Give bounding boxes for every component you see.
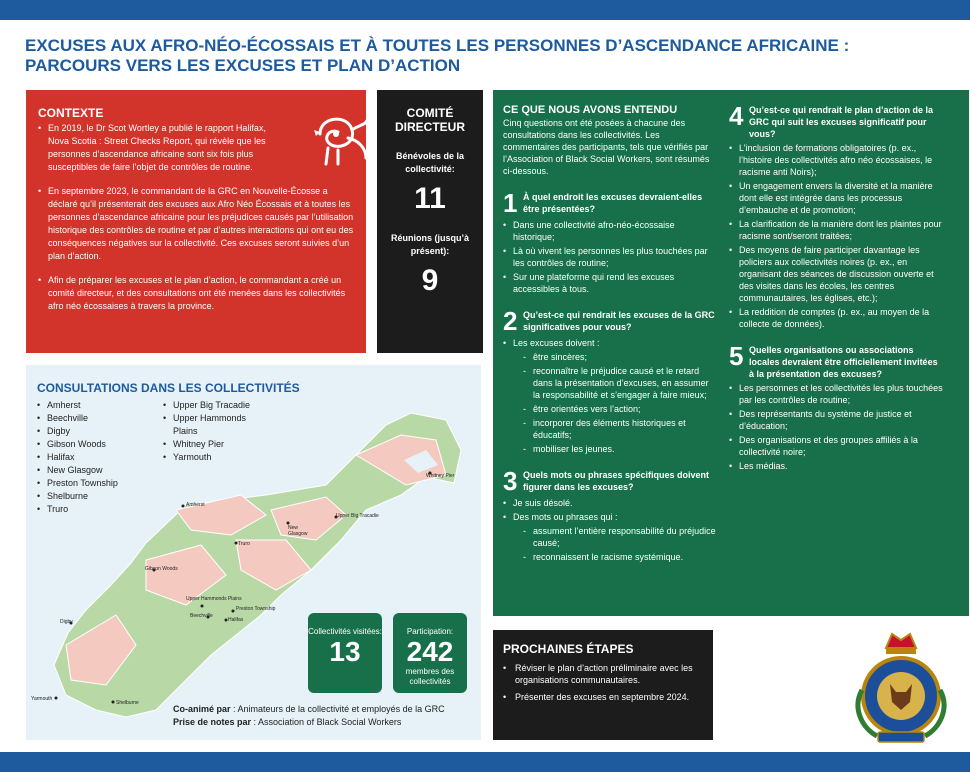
meetings-value: 9 bbox=[421, 264, 439, 297]
question-number: 1 bbox=[503, 188, 518, 218]
answer-item: • Un engagement envers la diversité et la manière dont elle est intégrée dans les processus d’embauche et de promotion; bbox=[729, 180, 944, 216]
consultations-heading: CONSULTATIONS DANS LES COLLECTIVITÉS bbox=[37, 381, 300, 395]
community-item: • Shelburne bbox=[37, 490, 118, 503]
context-item: • En 2019, le Dr Scot Wortley a publié le rapport Halifax, Nova Scotia : Street Checks Report, qui révèle que les personnes d’ascendance africaine sont six fois plus susceptibles de faire l’objet de contrôles de routine. bbox=[38, 122, 278, 174]
communities-list-2 bbox=[163, 399, 273, 464]
title-line-1: EXCUSES AUX AFRO-NÉO-ÉCOSSAIS ET À TOUTES LES PERSONNES D’ASCENDANCE AFRICAINE : bbox=[25, 36, 850, 55]
question-number: 5 bbox=[729, 341, 744, 371]
question-number: 3 bbox=[503, 466, 518, 496]
question-text: Qu’est-ce qui rendrait le plan d’action de la GRC qui suit les excuses significatif pour vous? bbox=[749, 105, 934, 139]
visited-badge bbox=[308, 613, 382, 693]
visited-value: 13 bbox=[329, 636, 361, 667]
sankofa-bird-icon bbox=[308, 104, 374, 170]
question-4 bbox=[729, 101, 944, 330]
heard-heading: CE QUE NOUS AVONS ENTENDU bbox=[503, 104, 678, 116]
answer-subitem: - reconnaissent le racisme systémique. bbox=[503, 551, 718, 563]
heard-intro: Cinq questions ont été posées à chacune des consultations dans les collectivités. Les commentaires des participants, tels que vérifiés par l’Association of Black Social Workers, sont résumés ci-dessous. bbox=[503, 118, 710, 176]
volunteers-label: Bénévoles de la collectivité: bbox=[395, 151, 465, 174]
answer-subitem: - incorporer des éléments historiques et éducatifs; bbox=[503, 417, 718, 441]
map-label-yarmouth: Yarmouth bbox=[31, 696, 53, 702]
answer-item: • Des mots ou phrases qui : bbox=[503, 511, 718, 523]
context-list bbox=[38, 122, 354, 313]
community-item: • Gibson Woods bbox=[37, 438, 118, 451]
context-heading: CONTEXTE bbox=[38, 106, 104, 120]
map-label-halifax: Halifax bbox=[228, 617, 244, 623]
community-item: • Beechville bbox=[37, 412, 118, 425]
map-label-new-glasgow: New Glasgow bbox=[288, 525, 308, 537]
heard-column-right bbox=[729, 101, 944, 472]
community-item: • Halifax bbox=[37, 451, 118, 464]
consultations-panel bbox=[26, 365, 481, 740]
community-item: • Digby bbox=[37, 425, 118, 438]
answer-subitem: - assument l’entière responsabilité du préjudice causé; bbox=[503, 525, 718, 549]
answer-item: • Les médias. bbox=[729, 460, 944, 472]
context-item: • Afin de préparer les excuses et le plan d’action, le commandant a créé un comité directeur, et des consultations ont été menées dans les collectivités afro néo écossaises à travers la province. bbox=[38, 274, 354, 313]
answer-subitem: - être sincères; bbox=[503, 351, 718, 363]
answer-item: • L’inclusion de formations obligatoires (p. ex., l’histoire des collectivités afro néo écossaises, le racisme anti Noirs); bbox=[729, 142, 944, 178]
meetings-label: Réunions (jusqu’à présent): bbox=[390, 233, 469, 256]
top-band bbox=[0, 0, 970, 20]
map-label-digby: Digby bbox=[60, 619, 73, 625]
answer-subitem: - reconnaître le préjudice causé et le retard dans la présentation d’excuses, en assumer la responsabilité et s’engager à faire mieux; bbox=[503, 365, 718, 401]
answer-item: • Des moyens de faire participer davantage les policiers aux collectivités noires (p. ex., en organisant des séances de discussion ouverte et des visites dans les écoles, les centres communautaires, les églises, etc.); bbox=[729, 244, 944, 304]
question-text: À quel endroit les excuses devraient-elles être présentées? bbox=[523, 192, 703, 214]
map-label-preston: Preston Township bbox=[236, 606, 276, 612]
map-label-upper-big-tracadie: Upper Big Tracadie bbox=[336, 513, 379, 519]
map-label-beechville: Beechville bbox=[190, 613, 213, 619]
map-label-truro: Truro bbox=[238, 541, 250, 547]
answer-item: • Là où vivent les personnes les plus touchées par les contrôles de routine; bbox=[503, 245, 718, 269]
answer-item: • Des organisations et des groupes affiliés à la collectivité noire; bbox=[729, 434, 944, 458]
title-line-2: PARCOURS VERS LES EXCUSES ET PLAN D’ACTION bbox=[25, 56, 461, 75]
answer-item: • Des représentants du système de justice et d’éducation; bbox=[729, 408, 944, 432]
question-3 bbox=[503, 466, 718, 563]
question-1 bbox=[503, 188, 718, 295]
answer-item: • La clarification de la manière dont les plaintes pour racisme sont/seront traitées; bbox=[729, 218, 944, 242]
next-step-item: • Réviser le plan d’action préliminaire avec les organisations communautaires. bbox=[503, 662, 703, 686]
community-item: • Amherst bbox=[37, 399, 118, 412]
participation-label: Participation: bbox=[406, 627, 454, 636]
answer-item: • La reddition de comptes (p. ex., au moyen de la collecte de données). bbox=[729, 306, 944, 330]
volunteers-value: 11 bbox=[414, 182, 446, 215]
next-step-item: • Présenter des excuses en septembre 2024. bbox=[503, 691, 703, 703]
credits bbox=[173, 703, 445, 729]
answer-item: • Les personnes et les collectivités les plus touchées par les contrôles de routine; bbox=[729, 382, 944, 406]
community-item: • Whitney Pier bbox=[163, 438, 273, 451]
question-text: Quels mots ou phrases spécifiques doivent figurer dans les excuses? bbox=[523, 470, 710, 492]
community-item: • Truro bbox=[37, 503, 118, 516]
question-2 bbox=[503, 306, 718, 455]
map-label-amherst: Amherst bbox=[186, 502, 205, 508]
participation-sub: membres des collectivités bbox=[405, 667, 455, 686]
what-we-heard-panel bbox=[493, 90, 969, 616]
context-item: • En septembre 2023, le commandant de la GRC en Nouvelle-Écosse a déclaré qu’il présenterait des excuses aux Afro Néo Écossais et à toutes les personnes d’ascendance africaine pour les préjudices causés par l’utilisation historique des contrôles de routine et par d’autres interactions qui ont eu des conséquences négatives sur la collectivité. Ces excuses seront suivies d’un plan d’action. bbox=[38, 185, 354, 263]
community-item: • Yarmouth bbox=[163, 451, 273, 464]
question-text: Qu’est-ce qui rendrait les excuses de la GRC significatives pour vous? bbox=[523, 310, 715, 332]
answer-subitem: - mobiliser les jeunes. bbox=[503, 443, 718, 455]
community-item: • Upper Big Tracadie bbox=[163, 399, 273, 412]
community-item: • New Glasgow bbox=[37, 464, 118, 477]
question-number: 4 bbox=[729, 101, 744, 131]
visited-label: Collectivités visitées: bbox=[308, 627, 382, 636]
context-panel bbox=[26, 90, 366, 353]
answer-item: • Sur une plateforme qui rend les excuses accessibles à tous. bbox=[503, 271, 718, 295]
coanime-value: : Animateurs de la collectivité et employés de la GRC bbox=[230, 704, 445, 714]
map-label-gibson-woods: Gibson Woods bbox=[145, 566, 178, 572]
committee-heading: COMITÉ DIRECTEUR bbox=[394, 106, 465, 134]
community-item: • Upper Hammonds Plains bbox=[163, 412, 273, 438]
heard-column-left bbox=[503, 104, 718, 563]
committee-panel bbox=[377, 90, 483, 353]
map-label-shelburne: Shelburne bbox=[116, 700, 139, 706]
bottom-band bbox=[0, 752, 970, 772]
participation-value: 242 bbox=[406, 636, 454, 667]
question-text: Quelles organisations ou associations locales devraient être officiellement invitées à la présentation des excuses? bbox=[749, 345, 938, 379]
next-steps-heading: PROCHAINES ÉTAPES bbox=[503, 642, 634, 656]
page-title bbox=[25, 36, 955, 76]
notes-value: : Association of Black Social Workers bbox=[251, 717, 402, 727]
map-label-upper-hammonds: Upper Hammonds Plains bbox=[186, 596, 242, 602]
answer-item: • Je suis désolé. bbox=[503, 497, 718, 509]
map-label-whitney-pier: Whitney Pier bbox=[426, 473, 455, 479]
notes-label: Prise de notes par bbox=[173, 717, 252, 727]
answer-item: • Dans une collectivité afro-néo-écossaise historique; bbox=[503, 219, 718, 243]
community-item: • Preston Township bbox=[37, 477, 118, 490]
rcmp-crest-icon bbox=[852, 628, 950, 746]
answer-subitem: - être orientées vers l’action; bbox=[503, 403, 718, 415]
coanime-label: Co-animé par bbox=[173, 704, 231, 714]
question-number: 2 bbox=[503, 306, 518, 336]
question-5 bbox=[729, 341, 944, 472]
communities-list-1 bbox=[37, 399, 118, 516]
participation-badge bbox=[393, 613, 467, 693]
answer-item: • Les excuses doivent : bbox=[503, 337, 718, 349]
next-steps-panel bbox=[493, 630, 713, 740]
